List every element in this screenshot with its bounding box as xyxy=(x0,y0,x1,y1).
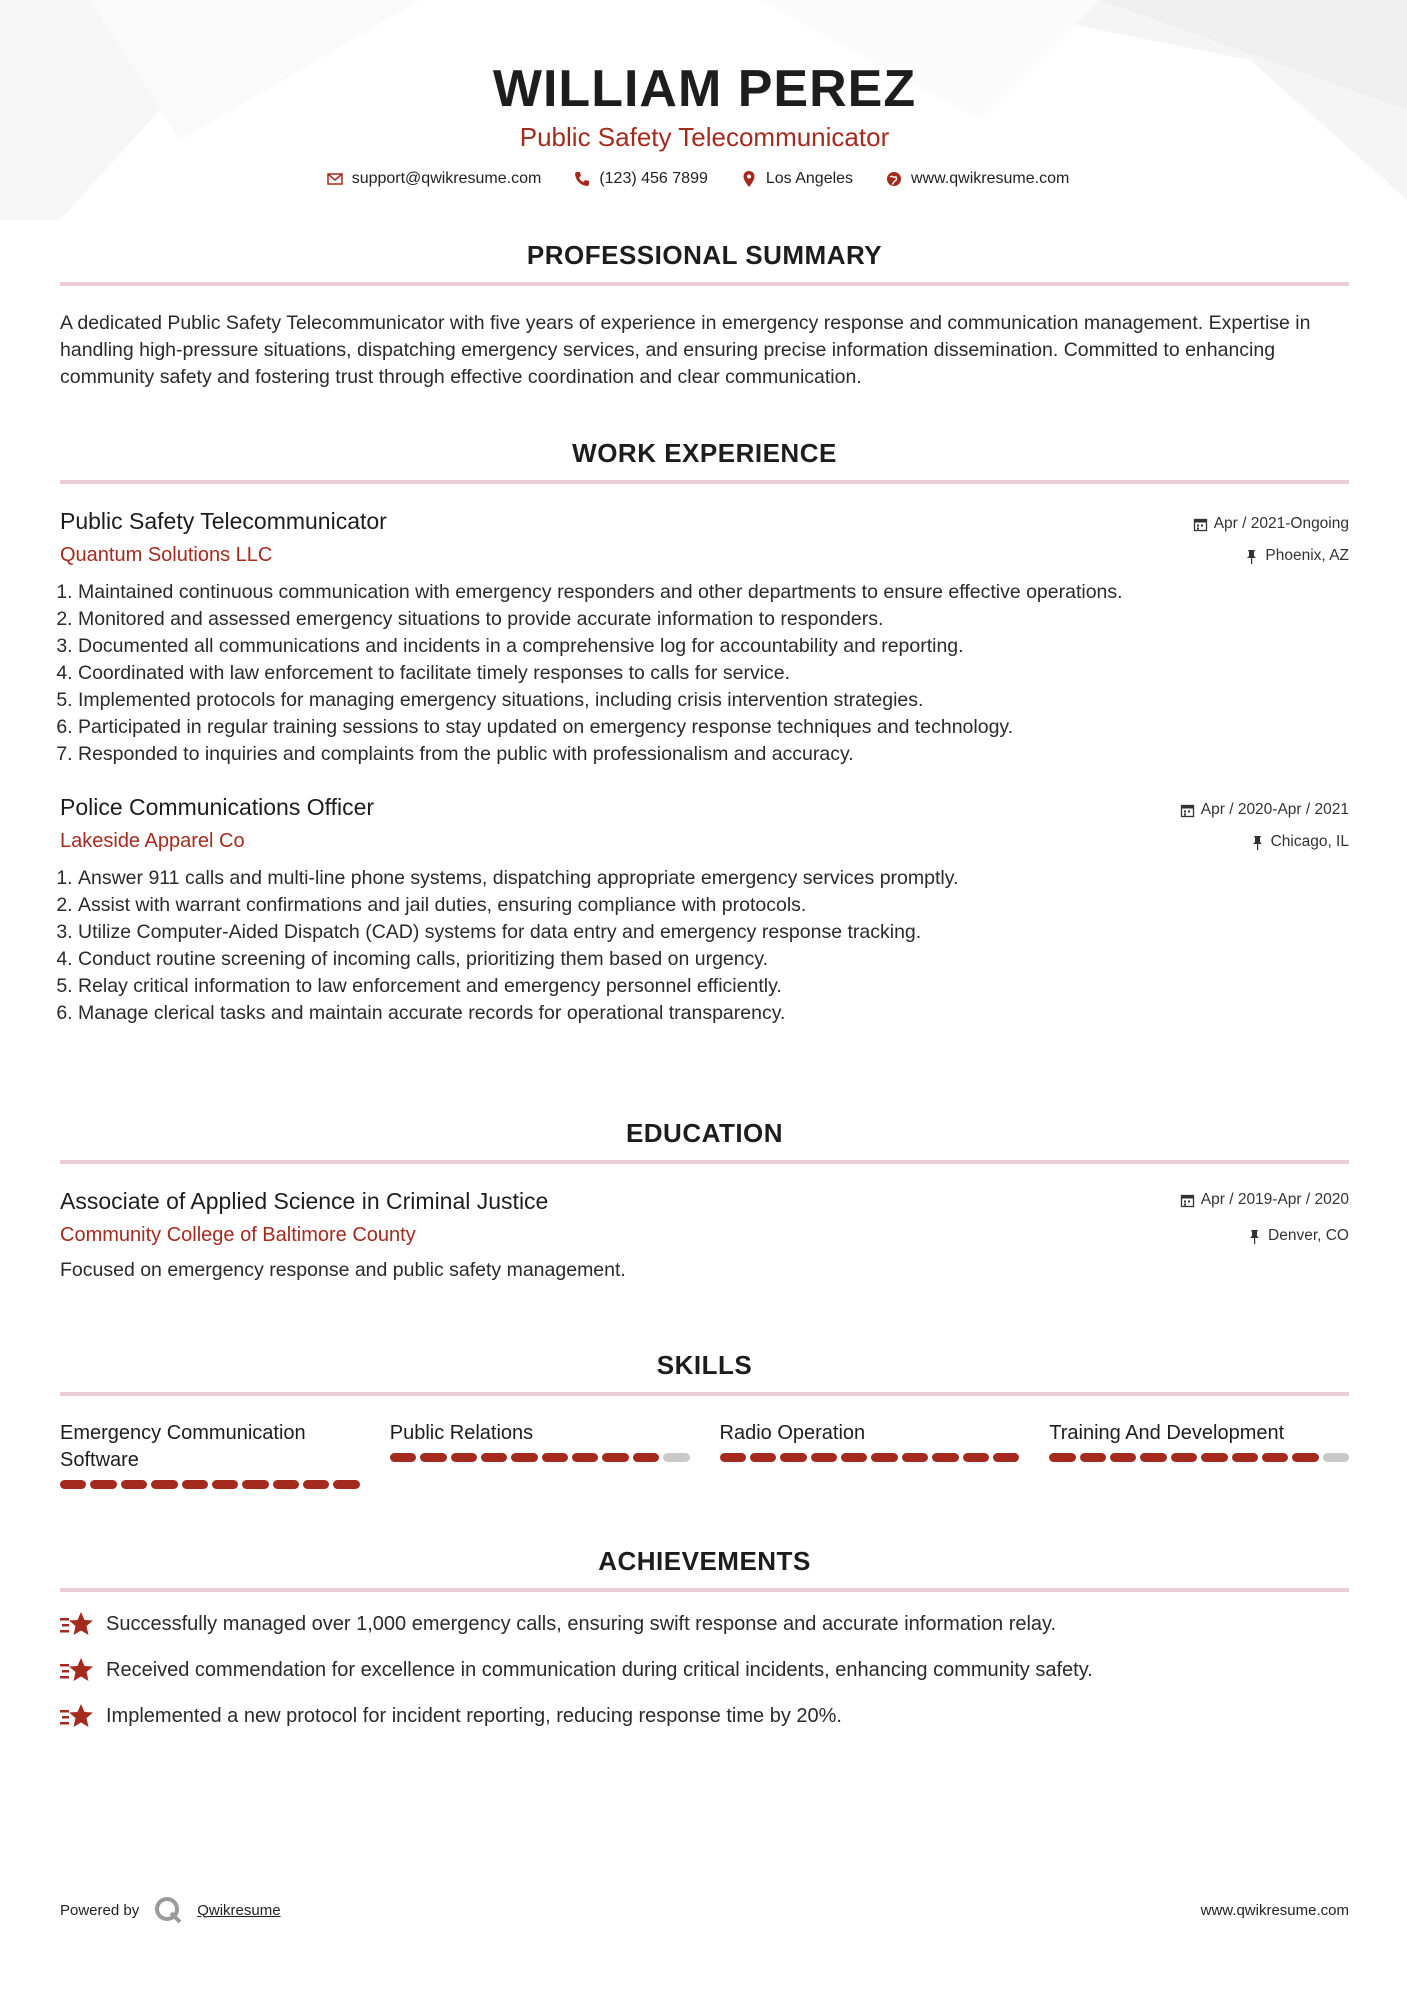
achievement-item xyxy=(60,1656,1349,1684)
skill-segment-filled xyxy=(273,1480,299,1489)
skill-segment-filled xyxy=(1262,1453,1288,1462)
skill-segment-filled xyxy=(1049,1453,1075,1462)
company-name: Quantum Solutions LLC xyxy=(60,544,273,566)
job-location-text: Phoenix, AZ xyxy=(1265,547,1349,564)
job-entry xyxy=(60,506,1349,768)
candidate-title: Public Safety Telecommunicator xyxy=(519,122,890,152)
contact-bar xyxy=(60,170,1349,188)
powered-by xyxy=(60,1895,281,1925)
skill-segment-empty xyxy=(1323,1453,1349,1462)
skill-segment-filled xyxy=(90,1480,116,1489)
education-dates xyxy=(1180,1190,1349,1210)
skill-segment-filled xyxy=(511,1453,537,1462)
section-divider xyxy=(60,1588,1349,1592)
skill-item xyxy=(60,1420,360,1489)
location-text: Los Angeles xyxy=(765,170,854,187)
education-heading: EDUCATION xyxy=(625,1118,784,1148)
skill-segment-filled xyxy=(1080,1453,1106,1462)
education-location-text: Denver, CO xyxy=(1268,1227,1349,1244)
skill-segment-filled xyxy=(1171,1453,1197,1462)
experience-heading: WORK EXPERIENCE xyxy=(572,438,837,468)
star-icon xyxy=(60,1610,94,1638)
summary-section xyxy=(60,238,1349,391)
duty-item: 7. Responded to inquiries and complaints from the public with professionalism and accuracy. xyxy=(78,741,1349,768)
skill-name: Public Relations xyxy=(389,1422,534,1444)
page-footer xyxy=(60,1895,1349,1925)
skill-segment-filled xyxy=(902,1453,928,1462)
duty-item: 2. Monitored and assessed emergency situations to provide accurate information to responders. xyxy=(78,606,1349,633)
contact-phone[interactable] xyxy=(573,170,708,188)
skill-segment-filled xyxy=(212,1480,238,1489)
duty-item: 4. Coordinated with law enforcement to facilitate timely responses to calls for service. xyxy=(78,660,1349,687)
star-icon xyxy=(60,1656,94,1684)
resume-header xyxy=(60,0,1349,188)
skill-level-bar xyxy=(60,1480,360,1489)
skill-segment-filled xyxy=(1140,1453,1166,1462)
job-location xyxy=(1193,546,1349,566)
calendar-icon xyxy=(1180,803,1195,818)
job-location xyxy=(1180,832,1349,852)
skill-segment-filled xyxy=(303,1480,329,1489)
skill-name: Training And Development xyxy=(1049,1422,1285,1444)
phone-icon xyxy=(573,170,591,188)
pushpin-icon xyxy=(1247,1229,1262,1244)
duty-item: 5. Implemented protocols for managing emergency situations, including crisis intervention strategies. xyxy=(78,687,1349,714)
qwikresume-logo-icon xyxy=(153,1895,183,1925)
skill-segment-empty xyxy=(663,1453,689,1462)
skill-segment-filled xyxy=(420,1453,446,1462)
skill-segment-filled xyxy=(871,1453,897,1462)
skill-item xyxy=(1049,1420,1349,1489)
skill-name: Emergency Communication Software xyxy=(60,1422,306,1471)
achievement-text: Received commendation for excellence in communication during critical incidents, enhancing community safety. xyxy=(106,1658,1093,1681)
skills-section xyxy=(60,1348,1349,1489)
section-divider xyxy=(60,480,1349,484)
skill-segment-filled xyxy=(151,1480,177,1489)
skill-segment-filled xyxy=(542,1453,568,1462)
section-divider xyxy=(60,282,1349,286)
duty-item: 1. Answer 911 calls and multi-line phone systems, dispatching appropriate emergency services promptly. xyxy=(78,865,1349,892)
job-dates-text: Apr / 2021-Ongoing xyxy=(1213,515,1349,532)
skill-level-bar xyxy=(390,1453,690,1462)
skill-segment-filled xyxy=(720,1453,746,1462)
envelope-icon xyxy=(326,170,344,188)
skills-heading: SKILLS xyxy=(656,1350,753,1380)
contact-website[interactable] xyxy=(885,170,1069,188)
contact-location xyxy=(740,170,853,188)
footer-website[interactable]: www.qwikresume.com xyxy=(1200,1901,1349,1919)
skill-item xyxy=(720,1420,1020,1489)
skill-segment-filled xyxy=(572,1453,598,1462)
contact-email[interactable] xyxy=(326,170,542,188)
skill-segment-filled xyxy=(242,1480,268,1489)
duty-item: 3. Documented all communications and incidents in a comprehensive log for accountability and reporting. xyxy=(78,633,1349,660)
education-entry xyxy=(60,1186,1349,1284)
skill-segment-filled xyxy=(1232,1453,1258,1462)
candidate-name: WILLIAM PEREZ xyxy=(492,60,917,118)
duty-item: 5. Relay critical information to law enforcement and emergency personnel efficiently. xyxy=(78,973,1349,1000)
skill-segment-filled xyxy=(1201,1453,1227,1462)
company-name: Lakeside Apparel Co xyxy=(60,830,245,852)
duty-item: 3. Utilize Computer-Aided Dispatch (CAD) systems for data entry and emergency response tracking. xyxy=(78,919,1349,946)
job-location-text: Chicago, IL xyxy=(1270,833,1349,850)
achievements-heading: ACHIEVEMENTS xyxy=(598,1546,811,1576)
job-dates-text: Apr / 2020-Apr / 2021 xyxy=(1200,801,1349,818)
skill-segment-filled xyxy=(451,1453,477,1462)
skill-segment-filled xyxy=(121,1480,147,1489)
skill-segment-filled xyxy=(841,1453,867,1462)
email-text: support@qwikresume.com xyxy=(351,170,542,187)
job-entry xyxy=(60,792,1349,1027)
education-location xyxy=(1180,1226,1349,1246)
brand-link[interactable]: Qwikresume xyxy=(197,1901,281,1919)
summary-text: A dedicated Public Safety Telecommunicator with five years of experience in emergency response and communication management. Expertise in handling high-pressure situations, dispatching emergency services, and ensuring precise information dissemination. Committed to enhancing community safety and fostering trust through effective coordination and clear communication. xyxy=(60,312,1311,388)
skill-segment-filled xyxy=(60,1480,86,1489)
calendar-icon xyxy=(1193,517,1208,532)
job-dates xyxy=(1193,514,1349,534)
section-divider xyxy=(60,1392,1349,1396)
phone-text: (123) 456 7899 xyxy=(599,170,708,187)
job-dates xyxy=(1180,800,1349,820)
skills-list xyxy=(60,1420,1349,1489)
job-title: Police Communications Officer xyxy=(60,794,375,820)
duty-item: 1. Maintained continuous communication with emergency responders and other departments to ensure effective operations. xyxy=(78,579,1349,606)
achievements-section xyxy=(60,1544,1349,1730)
skill-segment-filled xyxy=(481,1453,507,1462)
skill-segment-filled xyxy=(932,1453,958,1462)
skill-level-bar xyxy=(1049,1453,1349,1462)
achievement-item xyxy=(60,1610,1349,1638)
skill-segment-filled xyxy=(811,1453,837,1462)
job-duties xyxy=(60,865,1349,1027)
education-section xyxy=(60,1116,1349,1284)
summary-heading: PROFESSIONAL SUMMARY xyxy=(526,240,883,270)
website-text: www.qwikresume.com xyxy=(911,170,1070,187)
skill-name: Radio Operation xyxy=(719,1422,866,1444)
skill-segment-filled xyxy=(963,1453,989,1462)
section-divider xyxy=(60,1160,1349,1164)
experience-section xyxy=(60,436,1349,1027)
duty-item: 6. Participated in regular training sessions to stay updated on emergency response techniques and technology. xyxy=(78,714,1349,741)
skill-item xyxy=(390,1420,690,1489)
pushpin-icon xyxy=(1250,835,1265,850)
education-description: Focused on emergency response and public safety management. xyxy=(60,1259,626,1281)
globe-icon xyxy=(885,170,903,188)
school-name: Community College of Baltimore County xyxy=(60,1224,416,1246)
skill-segment-filled xyxy=(1110,1453,1136,1462)
skill-level-bar xyxy=(720,1453,1020,1462)
job-title: Public Safety Telecommunicator xyxy=(60,508,387,534)
skill-segment-filled xyxy=(333,1480,359,1489)
skill-segment-filled xyxy=(750,1453,776,1462)
achievement-item xyxy=(60,1702,1349,1730)
skill-segment-filled xyxy=(182,1480,208,1489)
duty-item: 2. Assist with warrant confirmations and jail duties, ensuring compliance with protocols. xyxy=(78,892,1349,919)
powered-by-label: Powered by xyxy=(60,1901,140,1919)
skill-segment-filled xyxy=(633,1453,659,1462)
calendar-icon xyxy=(1180,1193,1195,1208)
skill-segment-filled xyxy=(1292,1453,1318,1462)
education-dates-text: Apr / 2019-Apr / 2020 xyxy=(1200,1191,1349,1208)
skill-segment-filled xyxy=(993,1453,1019,1462)
duty-item: 6. Manage clerical tasks and maintain accurate records for operational transparency. xyxy=(78,1000,1349,1027)
skill-segment-filled xyxy=(602,1453,628,1462)
star-icon xyxy=(60,1702,94,1730)
achievement-text: Successfully managed over 1,000 emergency calls, ensuring swift response and accurate information relay. xyxy=(106,1612,1057,1635)
map-pin-icon xyxy=(740,170,758,188)
duty-item: 4. Conduct routine screening of incoming calls, prioritizing them based on urgency. xyxy=(78,946,1349,973)
pushpin-icon xyxy=(1244,549,1259,564)
skill-segment-filled xyxy=(780,1453,806,1462)
degree-name: Associate of Applied Science in Criminal Justice xyxy=(60,1188,549,1214)
skill-segment-filled xyxy=(390,1453,416,1462)
job-duties xyxy=(60,579,1349,768)
achievement-text: Implemented a new protocol for incident reporting, reducing response time by 20%. xyxy=(106,1704,842,1727)
